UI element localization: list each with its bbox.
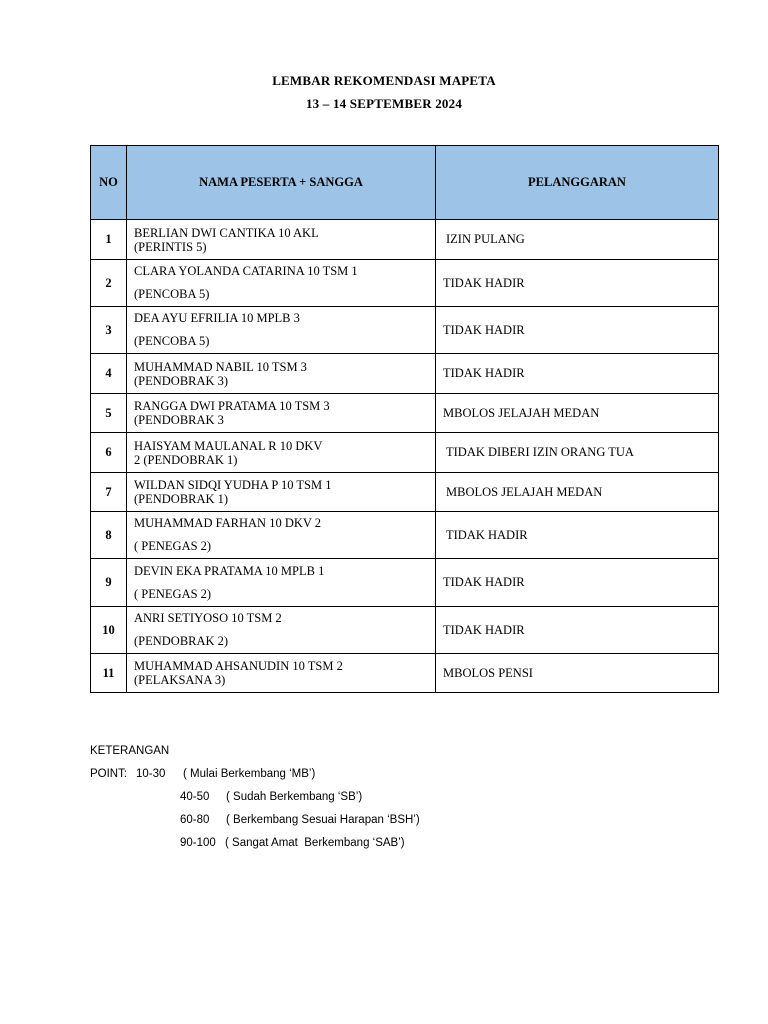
table-row <box>91 473 719 512</box>
row-number: 10 <box>91 607 127 654</box>
violation-cell: IZIN PULANG <box>436 220 719 260</box>
participant-name: HAISYAM MAULANAL R 10 DKV <box>134 438 323 453</box>
participant-cell <box>127 654 436 693</box>
participant-group: (PELAKSANA 3) <box>134 673 226 687</box>
table-row <box>91 559 719 607</box>
table-header-row <box>91 146 719 220</box>
row-number: 3 <box>91 307 127 354</box>
participant-group: (PENDOBRAK 3) <box>134 373 229 388</box>
point-label: POINT: <box>90 768 128 780</box>
level-range: 90-100 <box>180 837 216 849</box>
table-row <box>91 654 719 693</box>
participant-name: DEVIN EKA PRATAMA 10 MPLB 1 <box>134 563 325 578</box>
row-number: 4 <box>91 354 127 394</box>
column-header-no: NO <box>91 146 127 220</box>
violation-cell: TIDAK HADIR <box>436 260 719 307</box>
level-range: 10-30 <box>136 768 166 780</box>
violation-cell: MBOLOS PENSI <box>436 654 719 693</box>
participant-cell <box>127 260 436 307</box>
participant-group: ( PENEGAS 2) <box>134 586 212 601</box>
table-row <box>91 512 719 559</box>
participant-group: (PENCOBA 5) <box>134 334 210 348</box>
participant-name: MUHAMMAD FARHAN 10 DKV 2 <box>134 516 322 530</box>
row-number: 6 <box>91 433 127 473</box>
participant-name: DEA AYU EFRILIA 10 MPLB 3 <box>134 311 300 325</box>
row-number: 2 <box>91 260 127 307</box>
violation-cell: MBOLOS JELAJAH MEDAN <box>436 394 719 433</box>
level-description: ( Berkembang Sesuai Harapan ‘BSH’) <box>226 814 420 826</box>
participant-group: (PENDOBRAK 3 <box>134 413 224 427</box>
row-number: 8 <box>91 512 127 559</box>
table-row <box>91 307 719 354</box>
participant-name: RANGGA DWI PRATAMA 10 TSM 3 <box>134 399 330 413</box>
participant-cell <box>127 354 436 394</box>
row-number: 9 <box>91 559 127 607</box>
table-row <box>91 260 719 307</box>
participant-group: (PENCOBA 5) <box>134 287 210 301</box>
participant-cell <box>127 559 436 607</box>
level-description: ( Mulai Berkembang ‘MB’) <box>183 768 316 780</box>
recommendation-table <box>90 145 719 693</box>
participant-group: (PENDOBRAK 1) <box>134 492 229 506</box>
level-description: ( Sudah Berkembang ‘SB’) <box>226 791 363 803</box>
participant-cell <box>127 307 436 354</box>
violation-cell: MBOLOS JELAJAH MEDAN <box>436 473 719 512</box>
participant-cell <box>127 473 436 512</box>
participant-cell <box>127 607 436 654</box>
participant-group: 2 (PENDOBRAK 1) <box>134 452 238 467</box>
participant-cell <box>127 220 436 260</box>
participant-cell <box>127 512 436 559</box>
violation-cell: TIDAK HADIR <box>436 354 719 394</box>
violation-cell: TIDAK HADIR <box>436 512 719 559</box>
level-description: ( Sangat Amat Berkembang ‘SAB’) <box>225 837 405 849</box>
violation-cell: TIDAK HADIR <box>436 307 719 354</box>
participant-group: ( PENEGAS 2) <box>134 539 212 553</box>
column-header-violation: PELANGGARAN <box>436 146 719 220</box>
row-number: 7 <box>91 473 127 512</box>
table-row <box>91 220 719 260</box>
participant-name: WILDAN SIDQI YUDHA P 10 TSM 1 <box>134 478 332 492</box>
participant-name: ANRI SETIYOSO 10 TSM 2 <box>134 611 282 625</box>
column-header-name: NAMA PESERTA + SANGGA <box>127 146 436 220</box>
table-row <box>91 607 719 654</box>
participant-cell <box>127 394 436 433</box>
document-title: LEMBAR REKOMENDASI MAPETA <box>272 73 496 88</box>
violation-cell: TIDAK HADIR <box>436 607 719 654</box>
participant-name: MUHAMMAD AHSANUDIN 10 TSM 2 <box>134 659 343 673</box>
participant-cell <box>127 433 436 473</box>
participant-name: MUHAMMAD NABIL 10 TSM 3 <box>134 359 307 374</box>
table-row <box>91 433 719 473</box>
participant-group: (PERINTIS 5) <box>134 239 207 254</box>
participant-group: (PENDOBRAK 2) <box>134 634 229 648</box>
table-row <box>91 394 719 433</box>
violation-cell: TIDAK HADIR <box>436 559 719 607</box>
participant-name: BERLIAN DWI CANTIKA 10 AKL <box>134 225 319 240</box>
event-date: 13 – 14 SEPTEMBER 2024 <box>305 96 463 111</box>
row-number: 1 <box>91 220 127 260</box>
participant-name: CLARA YOLANDA CATARINA 10 TSM 1 <box>134 264 358 278</box>
row-number: 11 <box>91 654 127 693</box>
violation-cell: TIDAK DIBERI IZIN ORANG TUA <box>436 433 719 473</box>
level-range: 40-50 <box>180 791 210 803</box>
row-number: 5 <box>91 394 127 433</box>
level-range: 60-80 <box>180 814 210 826</box>
table-row <box>91 354 719 394</box>
legend-heading: KETERANGAN <box>90 745 170 757</box>
